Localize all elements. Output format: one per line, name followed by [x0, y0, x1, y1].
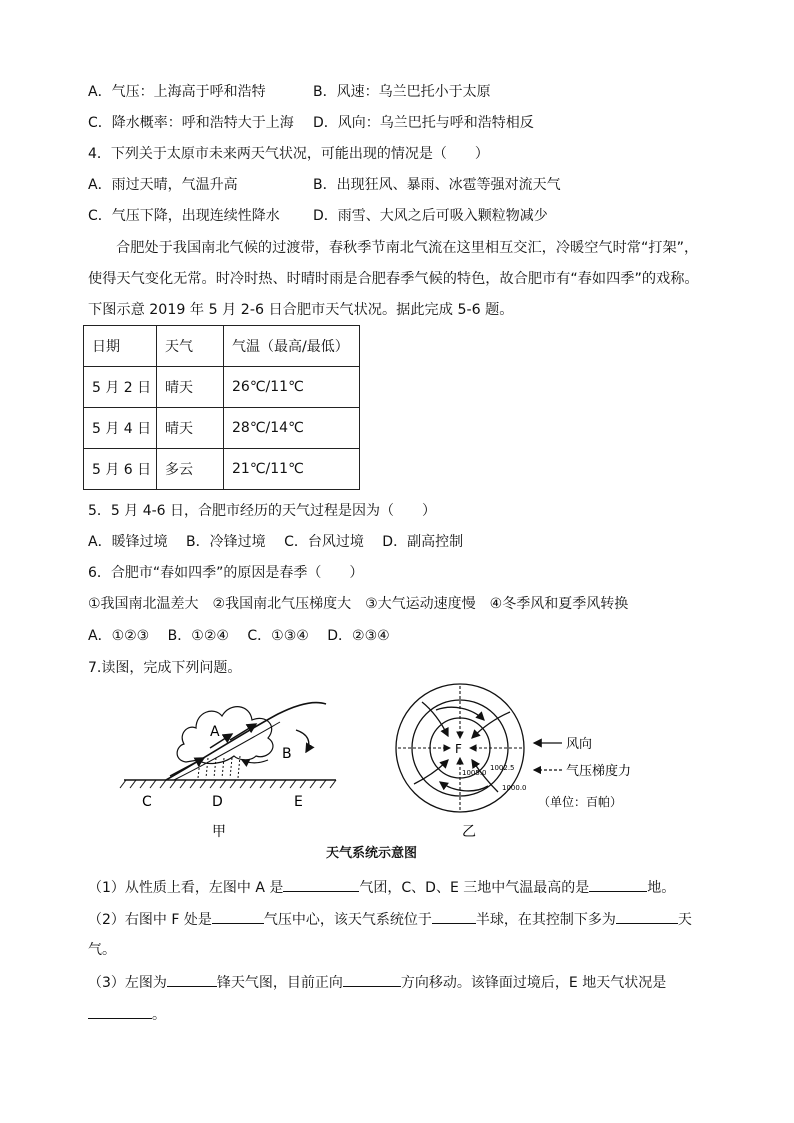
passage-line-3: 下图示意 2019 年 5 月 2-6 日合肥市天气状况。据此完成 5-6 题。: [88, 302, 514, 318]
table-row: [84, 367, 360, 408]
cell-weather: 晴天: [157, 408, 224, 449]
passage-line-1: 合肥处于我国南北气候的过渡带，春秋季节南北气流在这里相互交汇，冷暖空气时常“打架”，: [116, 240, 699, 256]
header-temperature: 气温（最高/最低）: [224, 326, 360, 367]
q4-option-d: D．雨雪、大风之后可吸入颗粒物减少: [313, 208, 548, 224]
caption-yi: 乙: [462, 824, 476, 840]
q7-sub2-text-3: 半球，在其控制下多为: [475, 912, 616, 928]
cell-date: 5 月 4 日: [84, 408, 157, 449]
figure-title: 天气系统示意图: [326, 846, 418, 861]
table-row: [84, 449, 360, 490]
cold-air-arrow: [296, 730, 309, 752]
cell-temperature: 28℃/14℃: [224, 408, 360, 449]
cell-date: 5 月 6 日: [84, 449, 157, 490]
q7-sub3-text-3: 方向移动。该锋面过境后，E 地天气状况是: [400, 975, 667, 991]
q5-options: A．暖锋过境 B．冷锋过境 C．台风过境 D．副高控制: [88, 534, 464, 550]
frontal-surface-inner: [174, 722, 280, 780]
center-f: F: [455, 742, 462, 756]
answer-blank[interactable]: [167, 972, 217, 987]
q4-option-c: C．气压下降，出现连续性降水: [88, 208, 280, 224]
q7-sub2-text-2: 气压中心，该天气系统位于: [263, 912, 432, 928]
q7-sub2: [88, 909, 692, 929]
isobar-label-inner: 1005.0: [462, 769, 487, 777]
q7-sub1-text-2: 气团，C、D、E 三地中气温最高的是: [359, 880, 590, 896]
legend-wind-label: 风向: [566, 737, 593, 752]
q4-option-a: A．雨过天晴，气温升高: [88, 177, 238, 193]
q7-sub2-cont: 气。: [88, 942, 116, 958]
q3-option-b: B．风速：乌兰巴托小于太原: [313, 84, 491, 100]
q4-option-b: B．出现狂风、暴雨、冰雹等强对流天气: [313, 177, 561, 193]
caption-jia: 甲: [212, 824, 226, 840]
q7-sub1-text-1: （1）从性质上看，左图中 A 是: [88, 880, 284, 896]
passage-line-2: 使得天气变化无常。时冷时热、时晴时雨是合肥春季气候的特色，故合肥市有“春如四季”的戏称。: [88, 271, 699, 287]
answer-blank[interactable]: [589, 877, 647, 892]
header-weather: 天气: [157, 326, 224, 367]
q7-sub3-text-4: 。: [152, 1007, 166, 1023]
q7-sub3-text-2: 锋天气图，目前正向: [216, 975, 343, 991]
cyclone-diagram: [392, 682, 662, 842]
table-row: [84, 408, 360, 449]
q3-option-a: A．气压：上海高于呼和浩特: [88, 84, 266, 100]
q7-sub2-text-4: 天: [677, 912, 692, 928]
label-e: E: [294, 794, 303, 810]
answer-blank[interactable]: [283, 877, 359, 892]
answer-blank[interactable]: [88, 1004, 152, 1019]
front-diagram: [118, 690, 348, 842]
q3-option-c: C．降水概率：呼和浩特大于上海: [88, 115, 294, 131]
cloud-shape: [177, 707, 273, 764]
table-header-row: [84, 326, 360, 367]
q6-options: A．①②③ B．①②④ C．①③④ D．②③④: [88, 628, 390, 644]
label-d: D: [212, 794, 223, 810]
label-c: C: [142, 794, 152, 810]
cell-temperature: 26℃/11℃: [224, 367, 360, 408]
answer-blank[interactable]: [343, 972, 401, 987]
cell-weather: 多云: [157, 449, 224, 490]
weather-table: [83, 325, 360, 490]
cell-temperature: 21℃/11℃: [224, 449, 360, 490]
cell-weather: 晴天: [157, 367, 224, 408]
answer-blank[interactable]: [432, 909, 476, 924]
cell-date: 5 月 2 日: [84, 367, 157, 408]
q3-option-d: D．风向：乌兰巴托与呼和浩特相反: [313, 115, 534, 131]
q7-sub3: [88, 972, 666, 992]
q6-stem: 6．合肥市“春如四季”的原因是春季（ ）: [88, 565, 364, 581]
q7-sub3-cont: [88, 1004, 166, 1024]
q7-sub1-text-3: 地。: [647, 880, 676, 896]
q6-choices: ①我国南北温差大 ②我国南北气压梯度大 ③大气运动速度慢 ④冬季风和夏季风转换: [88, 596, 629, 612]
unit-label: （单位：百帕）: [538, 795, 623, 809]
q7-stem: 7.读图，完成下列问题。: [88, 660, 242, 676]
isobar-label-outer: 1000.0: [502, 784, 527, 792]
answer-blank[interactable]: [616, 909, 678, 924]
cold-air-return-arrow: [242, 760, 268, 763]
ground-hatching: [120, 780, 336, 788]
q4-stem: 4．下列关于太原市未来两天气状况，可能出现的情况是（ ）: [88, 146, 489, 162]
label-a: A: [210, 724, 220, 740]
q7-sub3-text-1: （3）左图为: [88, 975, 167, 991]
q7-sub2-text-1: （2）右图中 F 处是: [88, 912, 212, 928]
answer-blank[interactable]: [212, 909, 264, 924]
q5-stem: 5．5 月 4-6 日，合肥市经历的天气过程是因为（ ）: [88, 503, 437, 519]
label-b: B: [282, 746, 292, 762]
rain-lines: [198, 756, 240, 778]
header-date: 日期: [84, 326, 157, 367]
q7-sub1: [88, 877, 675, 897]
isobar-label-middle: 1002.5: [490, 764, 515, 772]
legend-gradient-label: 气压梯度力: [566, 764, 632, 779]
